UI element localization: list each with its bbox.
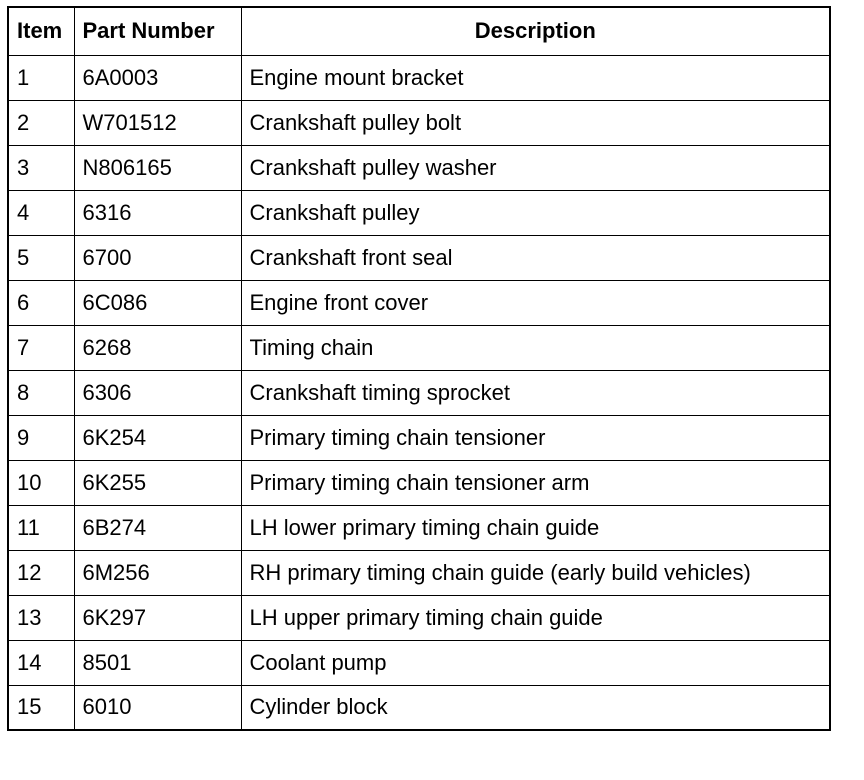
cell-part-number: 6700	[74, 235, 241, 280]
cell-part-number: 6306	[74, 370, 241, 415]
cell-item: 7	[8, 325, 74, 370]
header-row	[8, 7, 830, 55]
table-header	[8, 7, 830, 55]
table-row	[8, 370, 830, 415]
table-row	[8, 280, 830, 325]
cell-item: 9	[8, 415, 74, 460]
cell-part-number: 6A0003	[74, 55, 241, 100]
table-row	[8, 595, 830, 640]
cell-part-number: 6K297	[74, 595, 241, 640]
cell-description: Cylinder block	[241, 685, 830, 730]
table-row	[8, 235, 830, 280]
cell-description: Timing chain	[241, 325, 830, 370]
header-part-number: Part Number	[74, 7, 241, 55]
cell-part-number: 6C086	[74, 280, 241, 325]
cell-description: Engine mount bracket	[241, 55, 830, 100]
cell-item: 8	[8, 370, 74, 415]
cell-item: 14	[8, 640, 74, 685]
cell-item: 5	[8, 235, 74, 280]
cell-item: 12	[8, 550, 74, 595]
cell-item: 6	[8, 280, 74, 325]
cell-description: Crankshaft pulley bolt	[241, 100, 830, 145]
cell-item: 13	[8, 595, 74, 640]
cell-part-number: 6010	[74, 685, 241, 730]
table-row	[8, 505, 830, 550]
table-body	[8, 55, 830, 730]
cell-part-number: 6M256	[74, 550, 241, 595]
cell-description: Crankshaft pulley	[241, 190, 830, 235]
cell-item: 15	[8, 685, 74, 730]
cell-item: 11	[8, 505, 74, 550]
cell-item: 2	[8, 100, 74, 145]
table-row	[8, 640, 830, 685]
cell-item: 10	[8, 460, 74, 505]
cell-part-number: 8501	[74, 640, 241, 685]
cell-description: Crankshaft front seal	[241, 235, 830, 280]
cell-item: 1	[8, 55, 74, 100]
cell-description: LH upper primary timing chain guide	[241, 595, 830, 640]
parts-table	[7, 6, 831, 731]
header-item: Item	[8, 7, 74, 55]
table-row	[8, 55, 830, 100]
table-row	[8, 325, 830, 370]
cell-description: LH lower primary timing chain guide	[241, 505, 830, 550]
cell-part-number: 6316	[74, 190, 241, 235]
table-row	[8, 550, 830, 595]
cell-description: Primary timing chain tensioner arm	[241, 460, 830, 505]
cell-description: Coolant pump	[241, 640, 830, 685]
cell-item: 3	[8, 145, 74, 190]
table-row	[8, 415, 830, 460]
cell-part-number: 6K254	[74, 415, 241, 460]
cell-description: Engine front cover	[241, 280, 830, 325]
cell-part-number: 6K255	[74, 460, 241, 505]
cell-part-number: N806165	[74, 145, 241, 190]
table-row	[8, 145, 830, 190]
table-row	[8, 685, 830, 730]
cell-description: Primary timing chain tensioner	[241, 415, 830, 460]
table-row	[8, 100, 830, 145]
table-row	[8, 460, 830, 505]
cell-part-number: 6B274	[74, 505, 241, 550]
header-description: Description	[241, 7, 830, 55]
cell-part-number: W701512	[74, 100, 241, 145]
cell-description: Crankshaft pulley washer	[241, 145, 830, 190]
cell-description: Crankshaft timing sprocket	[241, 370, 830, 415]
table-row	[8, 190, 830, 235]
cell-item: 4	[8, 190, 74, 235]
cell-part-number: 6268	[74, 325, 241, 370]
cell-description: RH primary timing chain guide (early build vehicles)	[241, 550, 830, 595]
